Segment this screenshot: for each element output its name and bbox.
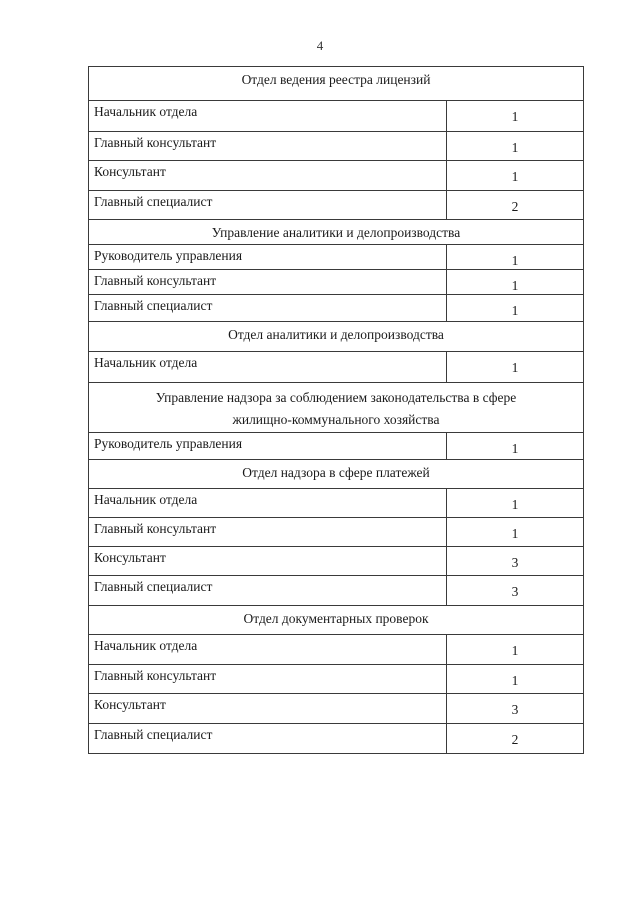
table-row — [89, 724, 584, 754]
section-header-row — [89, 460, 584, 489]
table-row — [89, 518, 584, 547]
count-cell: 1 — [447, 489, 584, 518]
count-cell: 1 — [447, 295, 584, 322]
position-cell: Главный консультант — [89, 518, 447, 547]
count-cell: 1 — [447, 245, 584, 270]
position-cell: Главный консультант — [89, 270, 447, 295]
count-cell: 1 — [447, 665, 584, 694]
position-cell: Руководитель управления — [89, 433, 447, 460]
position-cell: Консультант — [89, 161, 447, 191]
position-cell: Главный консультант — [89, 132, 447, 161]
count-cell: 1 — [447, 352, 584, 383]
page-number: 4 — [316, 38, 324, 53]
table-row — [89, 694, 584, 724]
section-title: Управление аналитики и делопроизводства — [89, 220, 584, 245]
position-cell: Начальник отдела — [89, 489, 447, 518]
table-row — [89, 489, 584, 518]
section-header-row — [89, 383, 584, 433]
table-row — [89, 161, 584, 191]
position-cell: Главный специалист — [89, 576, 447, 606]
count-cell: 1 — [447, 132, 584, 161]
table-row — [89, 295, 584, 322]
count-cell: 2 — [447, 191, 584, 220]
count-cell: 1 — [447, 518, 584, 547]
section-header-row — [89, 67, 584, 101]
count-cell: 1 — [447, 635, 584, 665]
section-title: Управление надзора за соблюдением законодательства в сфере жилищно-коммунального хозяйства — [89, 383, 584, 433]
table-row — [89, 245, 584, 270]
table-row — [89, 665, 584, 694]
position-cell: Главный специалист — [89, 295, 447, 322]
count-cell: 1 — [447, 270, 584, 295]
table-row — [89, 547, 584, 576]
position-cell: Руководитель управления — [89, 245, 447, 270]
position-cell: Начальник отдела — [89, 101, 447, 132]
count-cell: 2 — [447, 724, 584, 754]
position-cell: Начальник отдела — [89, 635, 447, 665]
count-cell: 3 — [447, 576, 584, 606]
table-row — [89, 352, 584, 383]
count-cell: 3 — [447, 694, 584, 724]
position-cell: Начальник отдела — [89, 352, 447, 383]
section-title: Отдел документарных проверок — [89, 606, 584, 635]
section-header-row — [89, 606, 584, 635]
position-cell: Консультант — [89, 694, 447, 724]
position-cell: Консультант — [89, 547, 447, 576]
position-cell: Главный специалист — [89, 191, 447, 220]
section-header-row — [89, 322, 584, 352]
count-cell: 3 — [447, 547, 584, 576]
position-cell: Главный консультант — [89, 665, 447, 694]
count-cell: 1 — [447, 161, 584, 191]
table-row — [89, 433, 584, 460]
table-row — [89, 101, 584, 132]
section-title: Отдел надзора в сфере платежей — [89, 460, 584, 489]
table-row — [89, 576, 584, 606]
section-header-row — [89, 220, 584, 245]
count-cell: 1 — [447, 433, 584, 460]
table-row — [89, 132, 584, 161]
position-cell: Главный специалист — [89, 724, 447, 754]
table-row — [89, 270, 584, 295]
section-title: Отдел аналитики и делопроизводства — [89, 322, 584, 352]
staff-table — [88, 66, 584, 754]
table-row — [89, 635, 584, 665]
table-row — [89, 191, 584, 220]
count-cell: 1 — [447, 101, 584, 132]
section-title: Отдел ведения реестра лицензий — [89, 67, 584, 101]
